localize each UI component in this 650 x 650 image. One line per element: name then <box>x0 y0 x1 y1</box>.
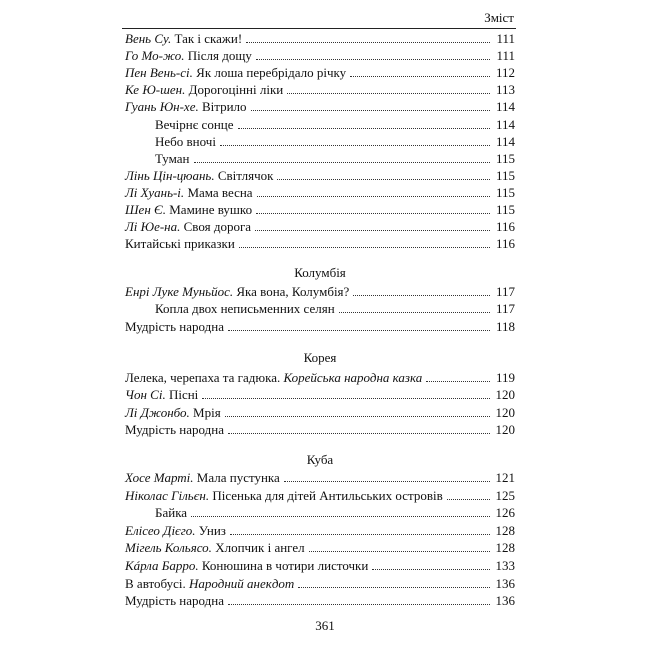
toc-entry-work: Мала пустунка <box>193 470 280 485</box>
dot-leader <box>202 398 490 399</box>
toc-entry-page: 113 <box>495 82 515 98</box>
toc-entry-title <box>155 301 335 317</box>
toc-entry-title <box>125 370 422 386</box>
section-heading: Корея <box>303 350 337 365</box>
toc-entry <box>125 234 515 252</box>
toc-entry-work: Яка вона, Колумбія? <box>233 284 350 299</box>
toc-entry-page: 128 <box>495 522 515 538</box>
toc-entry-page: 117 <box>495 284 515 299</box>
toc-entry-page: 133 <box>495 558 515 573</box>
dot-leader <box>426 381 490 382</box>
toc-entry-page: 114 <box>495 99 515 115</box>
toc-entry-author: Енрі Луке Муньйос. <box>125 284 234 299</box>
toc-entry-work: Вітрило <box>198 99 247 115</box>
toc-entry-work: Байка <box>155 505 188 521</box>
toc-entry-title <box>125 236 235 252</box>
toc-entry-page: 115 <box>495 184 515 200</box>
dot-leader <box>238 128 490 129</box>
toc-entry-title <box>125 558 368 574</box>
toc-entry-page: 111 <box>496 31 515 46</box>
toc-entry-author: Хосе Марті. <box>125 470 194 485</box>
toc-entry-title <box>125 31 242 47</box>
dot-leader <box>225 416 490 417</box>
toc-entry-author: Мігель Кольясо. <box>125 540 212 556</box>
toc-entry-work: Мрія <box>189 404 221 420</box>
dot-leader <box>257 196 490 197</box>
toc-entry-title <box>125 319 224 335</box>
toc-entry-work: Так і скажи! <box>171 31 243 46</box>
toc-entry-page: 116 <box>495 219 515 235</box>
toc-entry-page: 128 <box>495 540 515 556</box>
toc-entry-title <box>125 576 294 592</box>
toc-entry <box>125 591 515 609</box>
toc-entry-title <box>155 151 190 167</box>
toc-entry-work: Вечірнє сонце <box>155 116 234 132</box>
section-heading: Куба <box>306 452 334 467</box>
dot-leader <box>228 433 490 434</box>
toc-entry-page: 115 <box>495 202 515 217</box>
toc-entry-title <box>125 202 252 218</box>
toc-entry-work: В автобусі. <box>125 575 190 591</box>
toc-entry <box>125 574 515 592</box>
toc-entry-work: Мамине вушко <box>165 202 253 217</box>
toc-entry <box>125 282 515 300</box>
toc-entry-work: Мудрість народна <box>125 421 224 437</box>
toc-entry-title <box>155 134 216 150</box>
toc-entry-genre: Народний анекдот <box>189 575 295 591</box>
toc-entry <box>125 556 515 574</box>
dot-leader <box>298 587 490 588</box>
toc-entry-work: Мудрість народна <box>125 318 224 334</box>
toc-entry-work: Дорогоцінні ліки <box>185 82 284 98</box>
toc-entry <box>125 317 515 335</box>
toc-entry-page: 126 <box>495 505 515 521</box>
toc-entry-page: 118 <box>495 318 515 334</box>
toc-entry-work: Небо вночі <box>155 133 216 149</box>
toc-entry-work: Після дощу <box>184 48 252 64</box>
toc-entry <box>125 521 515 539</box>
toc-entry-page: 115 <box>495 150 515 166</box>
toc-entry-title <box>125 387 198 403</box>
toc-entry-author: Лінь Цін-цюань. <box>125 167 215 183</box>
toc-entry-work: Конюшина в чотири листочки <box>198 558 369 573</box>
toc-entry <box>125 183 515 201</box>
toc-entry-title <box>125 65 346 81</box>
dot-leader <box>228 604 490 605</box>
toc-entry-work: Лелека, черепаха та гадюка. <box>125 370 284 385</box>
toc-entry-title <box>125 284 349 300</box>
dot-leader <box>220 145 490 146</box>
dot-leader <box>239 247 490 248</box>
toc-entry-title <box>155 505 187 521</box>
dot-leader <box>246 42 490 43</box>
toc-entry-page: 121 <box>495 470 515 485</box>
toc-entry-work: Униз <box>195 522 226 538</box>
dot-leader <box>255 230 490 231</box>
toc-entry-author: Лі Джонбо. <box>125 404 190 420</box>
toc-entry <box>125 132 515 150</box>
toc-entry-author: Пен Вень-сі. <box>125 65 193 81</box>
toc-entry <box>125 503 515 521</box>
toc-entry <box>125 538 515 556</box>
toc-entry-work: Своя дорога <box>180 219 252 235</box>
toc-entry-page: 117 <box>495 301 515 317</box>
dot-leader <box>287 93 490 94</box>
toc-entry-author: Лі Хуань-і. <box>125 184 185 200</box>
dot-leader <box>309 551 490 552</box>
toc-entry <box>125 46 515 64</box>
toc-entry <box>125 403 515 421</box>
dot-leader <box>251 110 490 111</box>
dot-leader <box>284 481 490 482</box>
dot-leader <box>339 312 490 313</box>
toc-entry <box>125 63 515 81</box>
toc-entry-page: 111 <box>496 48 515 64</box>
toc-entry-title <box>125 185 253 201</box>
toc-entry <box>125 80 515 98</box>
toc-entry <box>125 97 515 115</box>
toc-entry <box>125 486 515 504</box>
toc-entry-author: Ніколас Гільєн. <box>125 487 210 503</box>
toc-entry-work: Туман <box>155 150 190 166</box>
toc-entry-page: 136 <box>495 575 515 591</box>
toc-entry-work: Як лоша перебрідало річку <box>192 65 347 81</box>
toc-entry-work: Копла двох неписьменних селян <box>155 301 335 317</box>
toc-entry <box>125 149 515 167</box>
toc-entry-work: Хлопчик і ангел <box>211 540 305 556</box>
dot-leader <box>447 499 490 500</box>
toc-entry-title <box>125 405 221 421</box>
toc-entry <box>125 368 515 386</box>
toc-entry-page: 116 <box>495 236 515 252</box>
toc-entry-work: Пісенька для дітей Антильських островів <box>209 487 443 503</box>
dot-leader <box>372 569 490 570</box>
toc-entry-title <box>125 523 226 539</box>
toc-entry <box>125 299 515 317</box>
dot-leader <box>256 59 490 60</box>
toc-entry-page: 119 <box>495 370 515 385</box>
dot-leader <box>191 516 490 517</box>
dot-leader <box>256 213 490 214</box>
toc-entry <box>125 29 515 47</box>
toc-entry-title <box>125 219 251 235</box>
toc-entry <box>125 420 515 438</box>
toc-entry-page: 136 <box>495 593 515 609</box>
toc-entry-page: 120 <box>495 387 515 403</box>
toc-entry-author: Кáрла Барро. <box>125 558 199 573</box>
dot-leader <box>230 534 490 535</box>
toc-entry-author: Шен Є. <box>125 202 166 217</box>
toc-entry-title <box>125 540 305 556</box>
toc-entry-title <box>125 168 273 184</box>
toc-entry-title <box>155 117 234 133</box>
toc-entry <box>125 468 515 486</box>
dot-leader <box>228 330 490 331</box>
toc-entry-page: 112 <box>495 65 515 81</box>
toc-entry-work: Мама весна <box>184 184 253 200</box>
running-header <box>122 8 516 29</box>
toc-entry-title <box>125 99 247 115</box>
toc-entry-title <box>125 488 443 504</box>
toc-entry-work: Світлячок <box>214 167 274 183</box>
toc-entry-page: 114 <box>495 133 515 149</box>
toc-entry-work: Китайські приказки <box>125 236 235 252</box>
toc-entry-author: Ке Ю-шен. <box>125 82 186 98</box>
header-title: Зміст <box>484 10 514 25</box>
dot-leader <box>350 76 490 77</box>
toc-entry-author: Вень Су. <box>125 31 172 46</box>
dot-leader <box>353 295 490 296</box>
toc-entry <box>125 385 515 403</box>
toc-entry-work: Мудрість народна <box>125 593 224 609</box>
toc-entry-author: Гуань Юн-хе. <box>125 99 199 115</box>
toc-entry-author: Го Мо-жо. <box>125 48 185 64</box>
toc-entry-title <box>125 422 224 438</box>
toc-entry-page: 120 <box>495 404 515 420</box>
toc-entry <box>125 115 515 133</box>
toc-entry-author: Лі Юе-на. <box>125 219 181 235</box>
page-number: 361 <box>315 618 335 633</box>
toc-entry <box>125 166 515 184</box>
toc-entry-title <box>125 82 283 98</box>
toc-entry-title <box>125 593 224 609</box>
toc-entry-title <box>125 470 280 486</box>
toc-entry-work: Пісні <box>165 387 199 403</box>
toc-entry-author: Чон Сі. <box>125 387 166 403</box>
toc-entry <box>125 200 515 218</box>
toc-entry-page: 114 <box>495 116 515 132</box>
toc-entry-title <box>125 48 252 64</box>
dot-leader <box>194 162 491 163</box>
toc-entry-page: 120 <box>495 421 515 437</box>
toc-entry-page: 115 <box>495 167 515 183</box>
section-heading: Колумбія <box>294 265 346 280</box>
dot-leader <box>277 179 490 180</box>
toc-entry <box>125 217 515 235</box>
toc-entry-author: Елісео Дієго. <box>125 522 196 538</box>
toc-entry-page: 125 <box>495 487 515 503</box>
toc-entry-genre: Корейська народна казка <box>283 370 423 385</box>
